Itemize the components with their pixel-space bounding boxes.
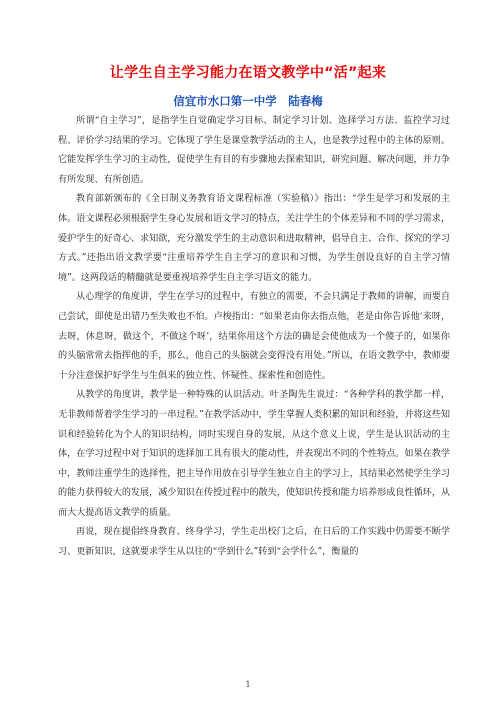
document-body <box>58 112 450 563</box>
paragraph: 从心理学的角度讲，学生在学习的过程中，有独立的需要，不会只满足于教师的讲解，而要自己尝试，即使是出错乃至失败也不怕。卢梭指出：“如果老由你去指点他，老是由你告诉他‘来呀，去呀，休息呀，做这个，不做这个呀’，结果你用这个方法的确是会使他成为一个傻子的，如果你的头脑常常去指挥他的手，那么，他自己的头脑就会变得没有用处。”所以，在语文教学中，教师要十分注意保护好学生与生俱来的独立性、怀疑性、探索性和创造性。 <box>58 292 450 381</box>
paragraph: 教育部新颁布的《全日制义务教育语文课程标准（实验稿）》指出：“学生是学习和发展的主体。语文课程必须根据学生身心发展和语文学习的特点，关注学生的个体差异和不同的学习需求，爱护学生的好奇心、求知欲，充分激发学生的主动意识和进取精神，倡导自主、合作、探究的学习方式。”还指出语文教学要“注重培养学生自主学习的意识和习惯，为学生创设良好的自主学习情境”。这两段话的精髓就是要重视培养学生自主学习语文的能力。 <box>58 194 450 283</box>
page-number: 1 <box>245 680 251 689</box>
paragraph: 所谓“自主学习”，是指学生自觉确定学习目标、制定学习计划、选择学习方法、监控学习过程、评价学习结果的学习。它体现了学生是课堂教学活动的主人，也是教学过程中的主体的原则。它能发挥学生学习的主动性，促使学生有目的有步骤地去探索知识，研究问题、解决问题，并力争有所发现、有所创造。 <box>58 116 450 185</box>
document-title: 让学生自主学习能力在语文教学中“活”起来 <box>109 65 387 81</box>
author-line: 信宜市水口第一中学 陆春梅 <box>173 94 323 108</box>
paragraph: 从教学的角度讲，教学是一种特殊的认识活动。叶圣陶先生说过：“各种学科的教学都一样，无非教师帮着学生学习的一串过程。”在教学活动中，学生掌握人类积累的知识和经验，并将这些知识和经验转化为个人的知识结构，同时实现自身的发展，从这个意义上说，学生是认识活动的主体，在学习过程中对于知识的选择加工具有很大的能动性，并表现出不同的个性特点。如果在教学中，教师注重学生的选择性，把主导作用放在引导学生独立自主的学习上，其结果必然使学生学习的能力获得较大的发展，减少知识在传授过程中的散失，使知识传授和能力培养形成良性循环，从而大大提高语文教学的质量。 <box>58 390 450 518</box>
paragraph: 再说，现在提倡终身教育、终身学习，学生走出校门之后，在日后的工作实践中仍需要不断学习、更新知识，这就要求学生从以往的“学到什么”转到“会学什么”，衡量的 <box>58 527 450 558</box>
